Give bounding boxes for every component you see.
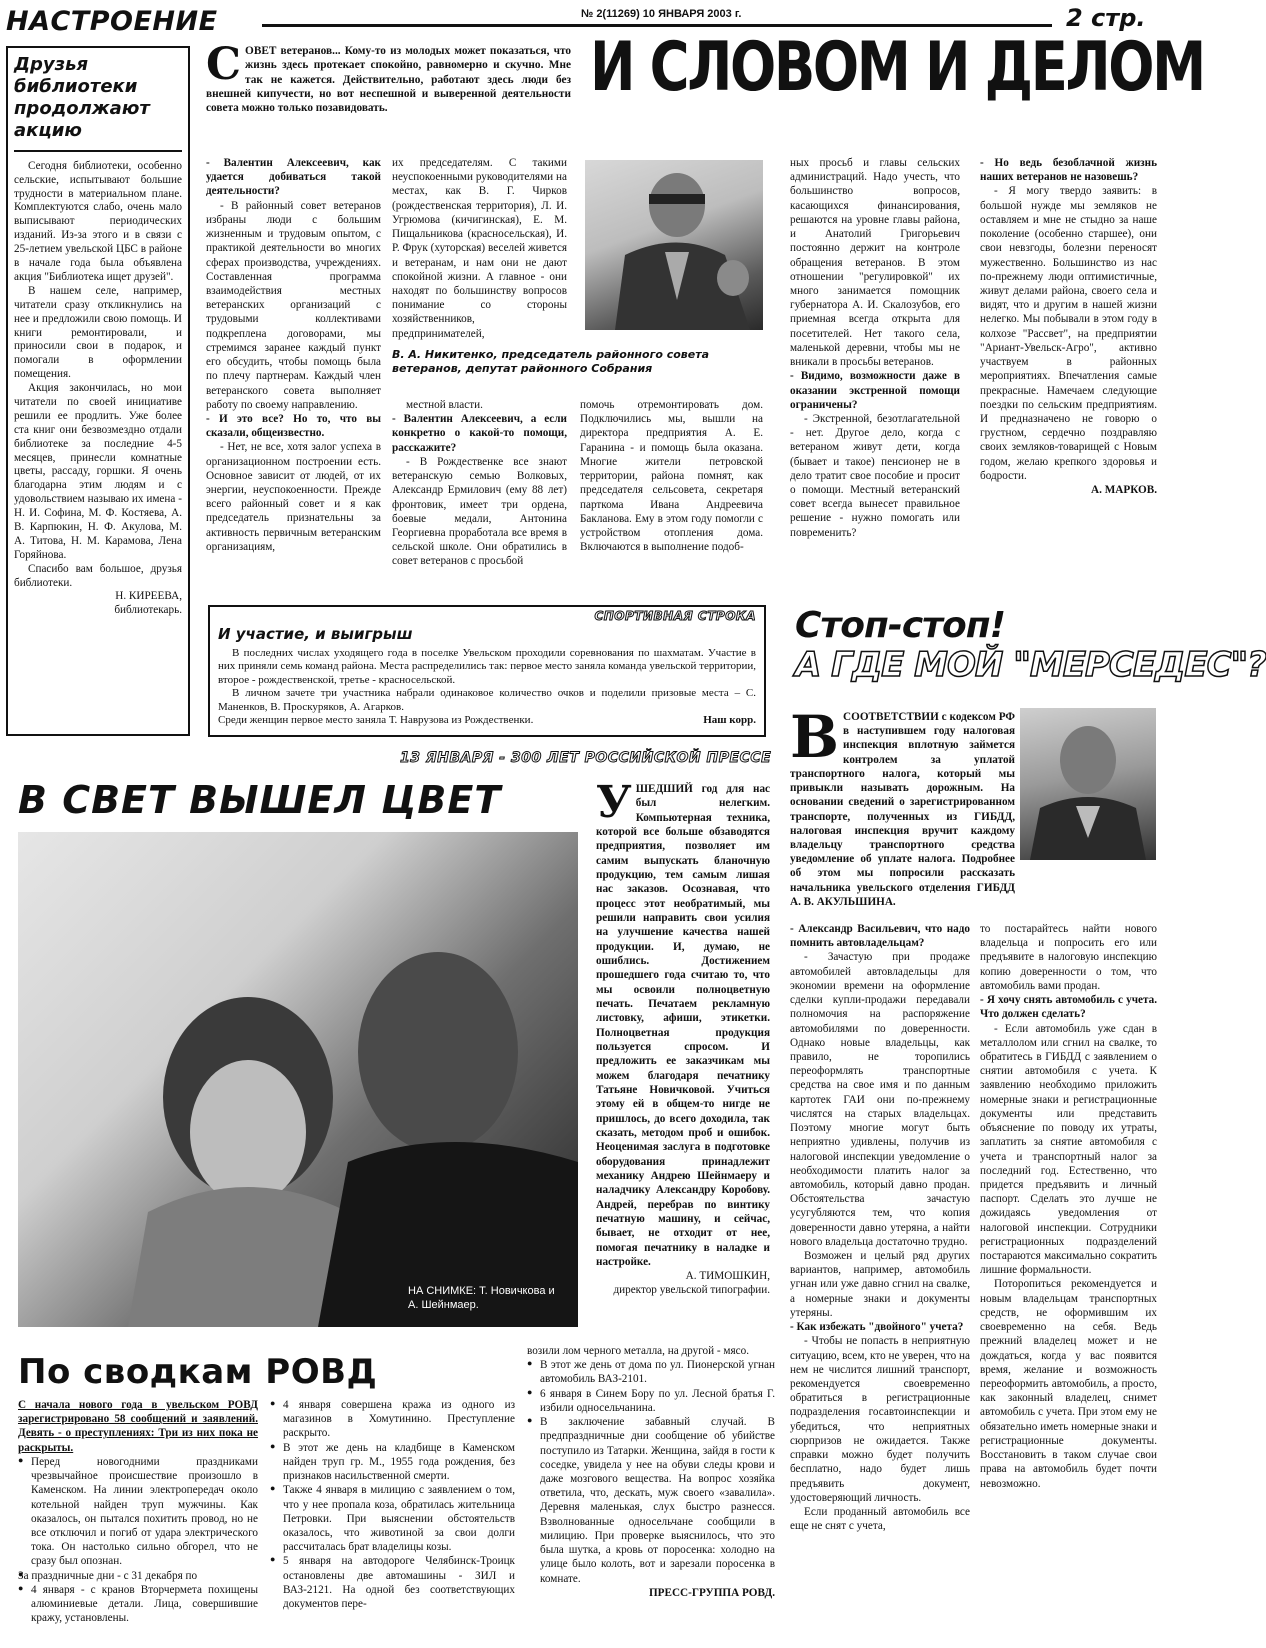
mercedes-col1	[790, 922, 970, 1642]
library-title: Друзья библиотеки продолжают акцию	[14, 54, 150, 141]
mercedes-lead	[790, 703, 1015, 908]
rovd-item: ● 6 января в Синем Бору по ул. Лесной братья Г. избили односельчанина.	[527, 1387, 775, 1415]
rovd-item: ● В заключение забавный случай. В предпраздничные дни сообщение об убийстве поступило из Татарки. Женщина, зайдя в гости к соседке, увидела у нее на обуви следы крови и даже мозгового вещества. На вопрос хозяйка ответила, что, дескать, муж своего «завалила». Деревня маленькая, слух быстро разнесся. Взволнованные односельчане сообщили в милицию. При проверке выяснилось, что это была шутка, а кровь от поросенка: холодно на улице было колоть, вот и зарезали поросенка в комнате.	[527, 1415, 775, 1586]
rovd-item: ● 5 января на автодороге Челябинск-Троицк остановлены две автомашины - ЗИЛ и ВАЗ-2121. На одной без соответствующих документов пере-	[270, 1554, 515, 1611]
library-p4: Спасибо вам большое, друзья библиотеки.	[14, 562, 182, 589]
veterans-intro-text: ОВЕТ ветеранов... Кому-то из молодых может показаться, что жизнь здесь протекает спокойно, равномерно и скучно. Мне так не кажется. Действительно, работают здесь люди без внешней кипучести, но вот неспешной и выверенной деятельности совета можно только позавидовать.	[206, 45, 571, 115]
mercedes-a1b: Возможен и целый ряд других вариантов, например, автомобиль угнан или уже давно сгнил на свалке, а номерные знаки и документы утеряны.	[790, 1250, 970, 1319]
mercedes-a3: - Если автомобиль уже сдан в металлолом или сгнил на свалке, то обратитесь в ГИБДД с заявлением о снятии автомобиля с учета. К заявлению необходимо приложить номерные знаки и регистрационные документы или представить объяснение по поводу их утраты, заплатить за снятие автомобиля с учета и транспортный налог за последний год. Естественно, что придется предъявить и личный паспорт. Сделать это лучше не дожидаясь уведомления от налоговой инспекции. Сотрудники регистрационных подразделений постараются максимально сократить лишние формальности.	[980, 1022, 1157, 1277]
section-title: НАСТРОЕНИЕ	[6, 6, 218, 37]
mercedes-dropcap: В	[790, 703, 840, 771]
veterans-col4	[790, 156, 960, 588]
mercedes-headline2: А ГДЕ МОЙ "МЕРСЕДЕС"?	[795, 645, 1266, 685]
rovd-lead: С начала нового года в увельском РОВД зарегистрировано 58 сообщений и заявлений. Девять - о преступлениях: Три из них пока не раскрыты.	[18, 1399, 258, 1454]
chess-title: И участие, и выигрыш	[218, 625, 413, 643]
rovd-item: ● 4 января - с кранов Вторчермета похищены алюминиевые детали. Лица, совершившие кражу, установлены.	[18, 1583, 258, 1626]
veterans-q2: - И это все? Но то, что вы сказали, общеизвестно.	[206, 412, 381, 440]
press-sign1: А. ТИМОШКИН,	[685, 1270, 770, 1283]
press-photo-graphic	[18, 832, 578, 1327]
press-photo-caption: НА СНИМКЕ: Т. Новичкова и А. Шейнмаер.	[408, 1285, 555, 1312]
mercedes-q1: - Александр Васильевич, что надо помнить автовладельцам?	[790, 923, 970, 950]
veterans-q1: - Валентин Алексеевич, как удается добиваться такой деятельности?	[206, 157, 381, 198]
veterans-q4: - Видимо, возможности даже в оказании экстренной помощи ограничены?	[790, 370, 960, 411]
press-text	[596, 777, 770, 1337]
rovd-item: ● Также 4 января в милицию с заявлением о том, что у нее пропала коза, обратилась жительница Петровки. При выяснении обстоятельств оказалось, что животиной за свои долги рассчиталась брат владелицы козы.	[270, 1483, 515, 1554]
library-sign2: библиотекарь.	[114, 604, 182, 617]
press-dropcap: У	[596, 777, 632, 828]
press-sign2: директор увельской типографии.	[613, 1284, 770, 1297]
library-text	[14, 160, 182, 618]
veterans-col4-text: ных просьб и главы сельских администраций. Надо учесть, что большинство вопросов, касающихся финансирования, решаются на уровне главы района, и Анатолий Григорьевич постоянно держит на контроле обращения ветеранов. В этом отношении "регулировкой" их много занимается помощник губернатора А. И. Скалозубов, его приемная всегда открыта для посетителей. Нет такого села, маленькой деревни, чтобы мы не вникали в просьбы ветеранов.	[790, 157, 960, 369]
veterans-q5: - Но ведь безоблачной жизнь наших ветеранов не назовешь?	[980, 157, 1157, 184]
mercedes-q3: - Я хочу снять автомобиль с учета. Что должен сделать?	[980, 994, 1157, 1021]
veterans-col1	[206, 156, 381, 581]
veterans-col2b	[392, 398, 567, 583]
veterans-col3	[580, 398, 763, 583]
chess-tag: СПОРТИВНАЯ СТРОКА	[594, 609, 756, 623]
mercedes-a3b: Поторопиться рекомендуется и новым владельцам транспортных средств, не оформившим их своевременно на себя. Ведь прежний владелец может и не дождаться, когда у вас появится время, желание и возможность переоформить автомобиль, а просто, как законный владелец, снимет автомобиль с учета. При этом ему не обязательно иметь номерные знаки и регистрационные документы. Восстановить в таком случае свои права на автомобиль будет почти невозможно.	[980, 1278, 1157, 1490]
rovd-list2	[270, 1398, 515, 1611]
chess-p3: Среди женщин первое место заняла Т. Наврузова из Рождественки.	[218, 714, 534, 727]
veterans-portrait-graphic	[585, 160, 763, 330]
library-sign1: Н. КИРЕЕВА,	[115, 590, 182, 603]
chess-p1: В последних числах уходящего года в поселке Увельском проходили соревнования по шахматам. Участие в них приняли семь команд района. Места распределились так: первое место заняла команда увельской территории, второе - рождественской, третье - красносельской.	[218, 647, 756, 686]
veterans-col2b-text: местной власти.	[406, 399, 483, 411]
library-p3: Акция закончилась, но мои читатели по своей инициативе решили ее продлить. Уже более ста книг они безвозмездно отдали библиотеке за последние 4-5 месяцев, принесли комнатные цветы, рассаду, горшки. Я очень благодарна этим людям и с удовольствием называю их имена - Н. И. Софина, М. Ф. Костяева, А. В. Карпюкин, Н. Ф. Акулова, М. А. Титова, Н. М. Карамова, Лена Горяйнова.	[14, 382, 182, 561]
veterans-photo	[585, 160, 763, 330]
rovd-col3-start: возили лом черного металла, на другой - мясо.	[527, 1345, 750, 1357]
issue-line: № 2(11269) 10 ЯНВАРЯ 2003 г.	[575, 8, 747, 20]
rovd-item: ● За праздничные дни - с 31 декабря по	[18, 1569, 258, 1583]
mercedes-lead-text: СООТВЕТСТВИИ с кодексом РФ в наступившем году налоговая инспекция вплотную займется контролем за уплатой транспортного налога, который мы привыкли называть дорожным. На основании сведений о зарегистрированном транспорте, полученных из ГИБДД, налоговая инспекция вручит каждому владельцу транспортного средства уведомление об уплате налога. Подробнее об этом мы попросили рассказать начальника увельского отделения ГИБДД А. В. АКУЛЬШИНА.	[790, 711, 1015, 908]
mercedes-col2-text: то постарайтесь найти нового владельца и попросить его или предъявите в налоговую инспекцию копию доверенности о том, что автомобиль вами продан.	[980, 923, 1157, 992]
rovd-item: ● В этот же день на кладбище в Каменском найден труп гр. М., 1955 года рождения, без признаков насильственной смерти.	[270, 1441, 515, 1484]
veterans-headline: И СЛОВОМ И ДЕЛОМ	[590, 28, 1204, 107]
mercedes-a2b: Если проданный автомобиль все еще не снят с учета,	[790, 1505, 970, 1533]
veterans-sign: А. МАРКОВ.	[1091, 484, 1157, 497]
library-p1: Сегодня библиотеки, особенно сельские, испытывают большие трудности в материальном плане. Комплектуются слабо, очень мало выписывают периодических изданий. Из-за этого и в связи с 25-летием увельской ЦБС в районе в начале года была объявлена акция "Библиотека ищет друзей".	[14, 159, 182, 283]
rovd-col2	[270, 1398, 515, 1643]
mercedes-q2: - Как избежать "двойного" учета?	[790, 1321, 964, 1334]
veterans-a2: - Нет, не все, хотя залог успеха в организационном построении есть. Основное зависит от людей, от их энергии, неуспокоенности. Прежде всего районный совет и я как председатель признательны за активность первичным ветеранским организациям,	[206, 441, 381, 553]
veterans-col2a-text: их председателям. С такими неуспокоенными руководителями на местах, как В. Г. Чирков (рождественская территория), Л. И. Угрюмова (кичигинская), Е. М. Пищальникова (красносельская), И. Р. Фрук (хуторская) веселей живется и ветеранам, и нам они не дают спокойной жизни. А главное - они находят по большинству вопросов понимание со стороны хозяйственников, предпринимателей,	[392, 157, 567, 340]
mercedes-a2: - Чтобы не попасть в неприятную ситуацию, всем, кто не уверен, что на нем не числится лишний транспорт, рекомендуется своевременно обратиться в регистрационные подразделения госавтоинспекции и убедиться, что неприятных сюрпризов не ожидается. Также справки можно будет получить бесплатно, надо будет лишь предъявить документ, удостоверяющий личность.	[790, 1335, 970, 1504]
library-p2: В нашем селе, например, читатели сразу откликнулись на нее и предложили свою помощь. И книги ремонтировали, и приносили свои в подарок, и помогали в оформлении помещения.	[14, 284, 182, 381]
mercedes-portrait-graphic	[1020, 708, 1156, 860]
rovd-item: ● Перед новогодними праздниками чрезвычайное происшествие произошло в Каменском. На линии электропередач около котельной найден труп мужчины. Как оказалось, он пытался похитить провод, но не все отключил и погиб от удара электрического тока. Он настолько сильно обгорел, что не сразу был опознан.	[18, 1455, 258, 1569]
veterans-a1: - В районный совет ветеранов избраны люди с большим жизненным и трудовым опытом, с практикой деятельности во многих сферах производства, учреждениях. Составленная программа взаимодействия местных ветеранских организаций с трудовыми коллективами подкреплена договорами, мы стремимся заранее каждый пункт его обсудить, чтобы помощь была по плечу партнерам. Каждый член ветеранского совета выполняет работу по своему направлению.	[206, 199, 381, 411]
veterans-a3: - В Рождественке все знают ветеранскую семью Волковых, Александр Ермилович (ему 88 лет) фронтовик, имеет три ордена, боевые медали, Антонина Георгиевна проработала все время в сельской школе. Они обратились в совет ветеранов с просьбой	[392, 455, 567, 568]
veterans-q3: - Валентин Алексеевич, а если конкретно о какой-то помощи, расскажите?	[392, 413, 567, 454]
mercedes-col2	[980, 922, 1157, 1642]
veterans-a5: - Я могу твердо заявить: в большой нужде мы земляков не оставляем и мне не стыдно за наше поколение (особенно старшее), они свои невзгоды, болезни переносят мужественно. Большинство из нас по-прежнему люди оптимистичные, живут делами района, своего села и видят, что и другим в нашей жизни нелегко. Мы побывали в этом году в колхозе "Рассвет", на предприятии "Ариант-Увельск-Агро", активно участвуем в районных мероприятиях. Впечатления самые прекрасные. Намечаем следующие поездки по сельским предприятиям. И предназначено не говорю о грустном, сердечно поздравляю своих земляков-товарищей с Новым годом, желаю крепкого здоровья и бодрости.	[980, 185, 1157, 482]
mercedes-headline1: Стоп-стоп!	[795, 605, 1006, 646]
veterans-col5	[980, 156, 1157, 588]
page-number: 2 стр.	[1066, 4, 1146, 32]
veterans-col3-text: помочь отремонтировать дом. Подключились мы, вышли на директора предприятия А. Е. Гаранина - и помощь была оказана. Многие жители петровской территории, района помнят, как председателя сельсовета, секретаря парткома Ивана Андреевича Бакланова. Ему в этом году помогли с устройством отопления дома. Включаются в выполнение подоб-	[580, 399, 763, 554]
mercedes-a1: - Зачастую при продаже автомобилей автовладельцы для экономии времени на оформление сделки купли-продажи передавали полномочия на распоряжение автомобилями по доверенности. Однако новые владельцы, как правило, не торопились переоформлять транспортные средства на свое имя и по данным картотек ГАИ они по-прежнему числятся на старых владельцах. Поэтому многие могут быть неприятно удивлены, получив из налоговой инспекции уведомление о необходимости платить налог за автомобиль, который давно продан. Обстоятельства зачастую усугубляются тем, что копия доверенности давно утеряна, а найти нового владельца достаточно трудно.	[790, 951, 970, 1248]
rovd-col3	[527, 1344, 775, 1644]
chess-p2: В личном зачете три участника набрали одинаковое количество очков и поделили призовые места – С. Маненков, В. Проскуряков, А. Агарков.	[218, 687, 756, 713]
veterans-caption: В. А. Никитенко, председатель районного совета ветеранов, депутат районного Собрания	[392, 348, 710, 376]
rovd-headline: По сводкам РОВД	[18, 1352, 378, 1392]
rovd-col1	[18, 1398, 258, 1643]
chess-sign: Наш корр.	[703, 714, 756, 727]
library-box	[6, 46, 190, 736]
rovd-sign: ПРЕСС-ГРУППА РОВД.	[648, 1586, 775, 1599]
press-photo	[18, 832, 578, 1327]
rovd-item: ● В этот же день от дома по ул. Пионерской угнан автомобиль ВАЗ-2101.	[527, 1358, 775, 1386]
press-tag: 13 ЯНВАРЯ - 300 ЛЕТ РОССИЙСКОЙ ПРЕССЕ	[400, 750, 772, 766]
header-rule	[262, 24, 1052, 27]
press-body: ШЕДШИЙ год для нас был нелегким. Компьютерная техника, которой все больше обзаводятся предприятия, позволяет им самим выпускать бланочную продукцию, тем самым лишая нас заказов. Осознавая, что процесс этот необратимый, мы решили направить свои усилия на улучшение качества нашей продукции. И, думаю, не ошиблись. Достижением прошедшего года считаю то, что мы освоили полноцветную печать. Печатаем рекламную листовку, афиши, этикетки. Полноцветная продукция пользуется спросом. И предложить ее заказчикам мы можем благодаря печатнику Татьяне Новичковой. Учиться этому ей в общем-то нигде не пришлось, до всего доходила, так сказать, методом проб и ошибок. Неоценимая заслуга в подготовке оборудования принадлежит механику Андрею Шейнмаеру и наладчику Александру Коробову. Андрей, перебрав по винтику печатную машину, и сейчас, бывает, не отходит от нее, помогая печатнику в наладке и настройке.	[596, 783, 770, 1268]
veterans-intro	[206, 39, 571, 148]
rovd-item: ● 4 января совершена кража из одного из магазинов в Хомутинино. Преступление раскрыто.	[270, 1398, 515, 1441]
veterans-a4: - Экстренной, безотлагательной - нет. Другое дело, когда с ветераном живут дети, когда (бывает и такое) пенсионер не в дело тратит свое пособие и просит о помощи. Местный ветеранский совет всегда вынесет правильное решение - нужно помогать или повременить?	[790, 412, 960, 539]
veterans-col2a	[392, 156, 567, 340]
rovd-list1	[18, 1455, 258, 1626]
mercedes-photo	[1020, 708, 1156, 860]
rovd-list3	[527, 1358, 775, 1586]
veterans-dropcap: С	[206, 39, 242, 90]
library-divider	[14, 150, 182, 152]
chess-box	[208, 605, 766, 737]
press-headline: В СВЕТ ВЫШЕЛ ЦВЕТ	[18, 778, 502, 822]
